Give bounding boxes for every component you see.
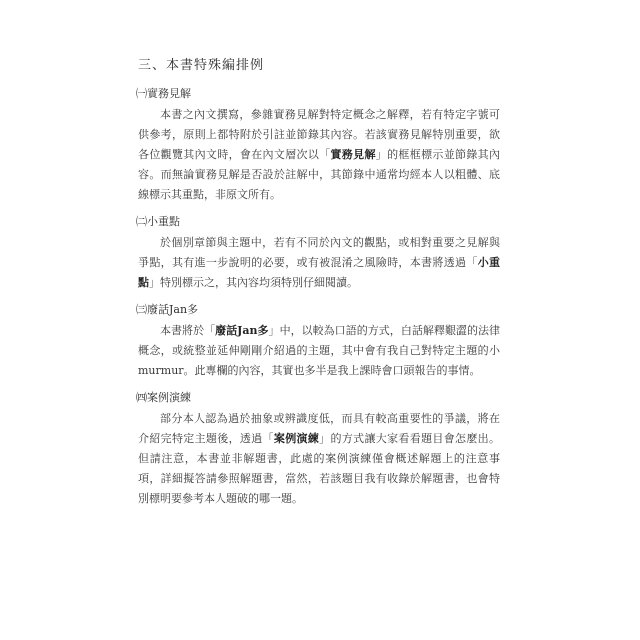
subsection-heading: ㈠實務見解 bbox=[136, 87, 191, 100]
subsection-case-practice bbox=[134, 389, 504, 509]
paragraph-text: 」的框框標示並節錄其內容。而無論實務見解是否設於註解中，其節錄中通常均經本人以粗體、底線標示其重點，非原文所有。 bbox=[138, 148, 501, 201]
paragraph-text: 本書之內文撰寫，參雜實務見解對特定概念之解釋，若有特定字號可供參考，原則上都特附於引註並節錄其內容。若該實務見解特別重要，欲各位觀覽其內文時，會在內文層次以「 bbox=[138, 108, 500, 161]
bold-term: 廢話Jan多 bbox=[215, 324, 269, 337]
paragraph-text: 」中，以較為口語的方式，白話解釋艱澀的法律概念，或統整並延伸剛剛介紹過的主題，其中會有我自己對特定主題的小murmur。此專欄的內容，其實也多半是我上課時會口頭報告的事情。 bbox=[138, 324, 500, 377]
subsection-practice-opinion bbox=[134, 85, 504, 205]
subsection-heading: ㈣案例演練 bbox=[136, 391, 191, 404]
bold-term: 案例演練 bbox=[273, 432, 320, 445]
page-content bbox=[134, 54, 504, 517]
section-title: 三、本書特殊編排例 bbox=[138, 58, 265, 73]
subsection-heading: ㈡小重點 bbox=[136, 215, 180, 228]
paragraph-text: 部分本人認為過於抽象或辨識度低，而具有較高重要性的爭議，將在介紹完特定主題後，透過「 bbox=[138, 412, 500, 445]
subsection-paragraph bbox=[138, 233, 500, 293]
subsection-heading: ㈢廢話Jan多 bbox=[136, 303, 199, 316]
paragraph-text: 」特別標示之，其內容均須特別仔細閱讀。 bbox=[149, 276, 358, 289]
subsection-key-point bbox=[134, 213, 504, 293]
subsection-paragraph bbox=[138, 105, 500, 205]
paragraph-text: 」的方式讓大家看看題目會怎麼出。但請注意，本書並非解題書，此處的案例演練僅會概述解題上的注意事項，詳細擬答請參照解題書，當然，若該題目我有收錄於解題書，也會特別標明要參考本人題破的哪一題。 bbox=[138, 432, 501, 505]
subsection-chatter-column bbox=[134, 301, 504, 381]
subsection-paragraph bbox=[138, 409, 500, 509]
bold-term: 實務見解 bbox=[330, 148, 376, 161]
subsection-paragraph bbox=[138, 321, 500, 381]
paragraph-text: 本書將於「 bbox=[160, 324, 216, 337]
bold-term: 小重點 bbox=[138, 256, 501, 289]
paragraph-text: 於個別章節與主題中，若有不同於內文的觀點，或相對重要之見解與爭點，其有進一步說明的必要，或有被混淆之風險時，本書將透過「 bbox=[138, 236, 500, 269]
